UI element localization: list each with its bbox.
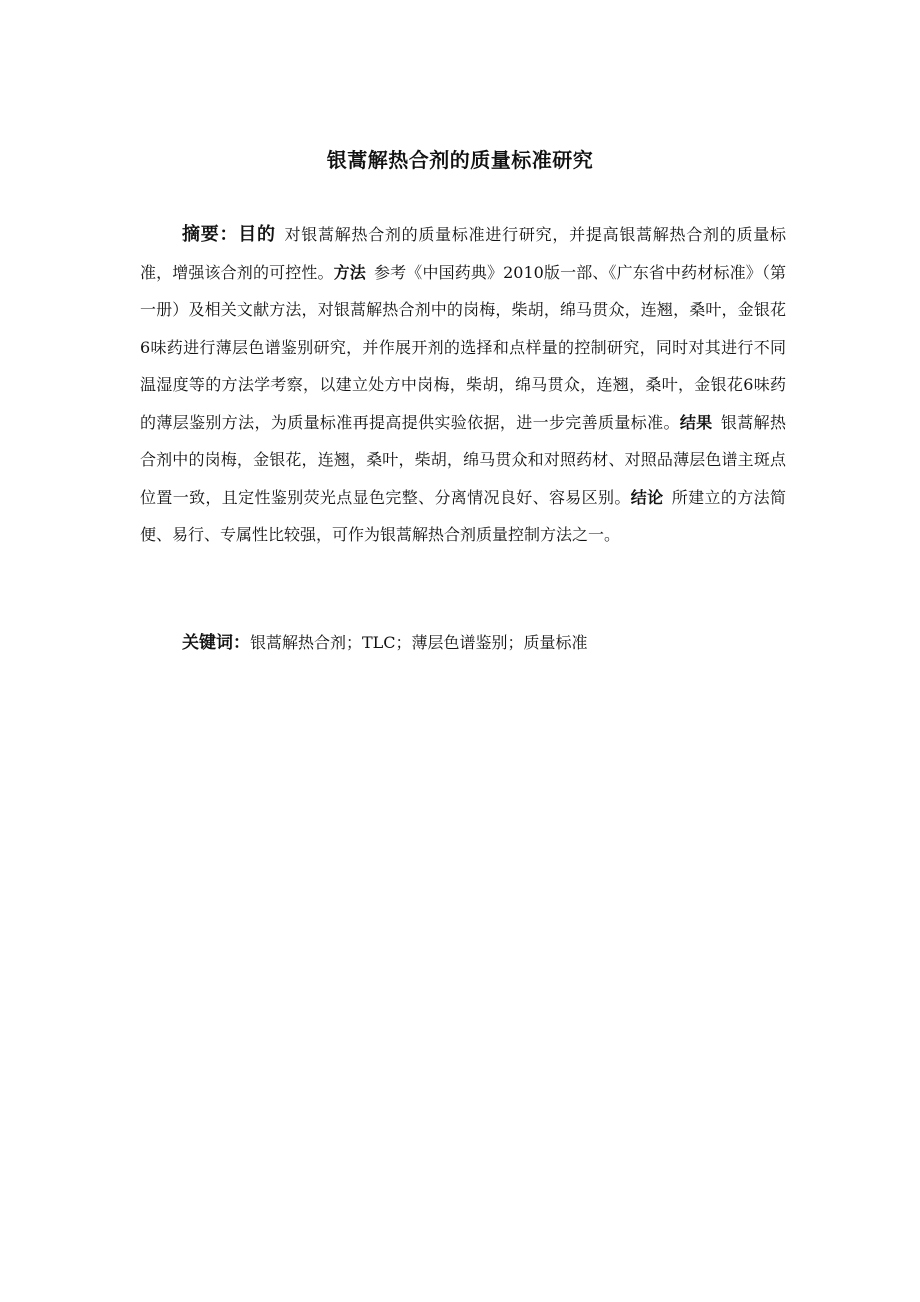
abstract-label: 摘要： [182, 224, 239, 245]
section-heading-conclusion: 结论 [630, 487, 664, 507]
section-text-result: 银蒿解热合剂中的岗梅，金银花，连翘，桑叶，柴胡，绵马贯众和对照药材、对照品薄层色谱主斑点位置一致，且定性鉴别荧光点显色完整、分离情况良好、容易区别。 [140, 412, 786, 507]
keywords-line [182, 626, 782, 660]
section-heading-purpose: 目的 [238, 224, 276, 245]
section-heading-method: 方法 [333, 262, 366, 282]
keywords-label: 关键词： [182, 633, 250, 653]
section-heading-result: 结果 [679, 412, 713, 432]
section-text-method: 参考《中国药典》2010版一部、《广东省中药材标准》（第一册）及相关文献方法，对银蒿解热合剂中的岗梅，柴胡，绵马贯众，连翘，桑叶，金银花6味药进行薄层色谱鉴别研究，并作展开剂的选择和点样量的控制研究，同时对其进行不同温湿度等的方法学考察，以建立处方中岗梅，柴胡，绵马贯众，连翘，桑叶，金银花6味药的薄层鉴别方法，为质量标准再提高提供实验依据，进一步完善质量标准。 [140, 262, 786, 432]
section-text-purpose: 对银蒿解热合剂的质量标准进行研究，并提高银蒿解热合剂的质量标准，增强该合剂的可控性。 [140, 225, 787, 282]
keywords-text: 银蒿解热合剂；TLC；薄层色谱鉴别；质量标准 [250, 633, 588, 652]
document-title: 银蒿解热合剂的质量标准研究 [326, 148, 594, 172]
section-text-conclusion: 所建立的方法简便、易行、专属性比较强，可作为银蒿解热合剂质量控制方法之一。 [140, 487, 786, 544]
abstract-paragraph [140, 216, 786, 554]
